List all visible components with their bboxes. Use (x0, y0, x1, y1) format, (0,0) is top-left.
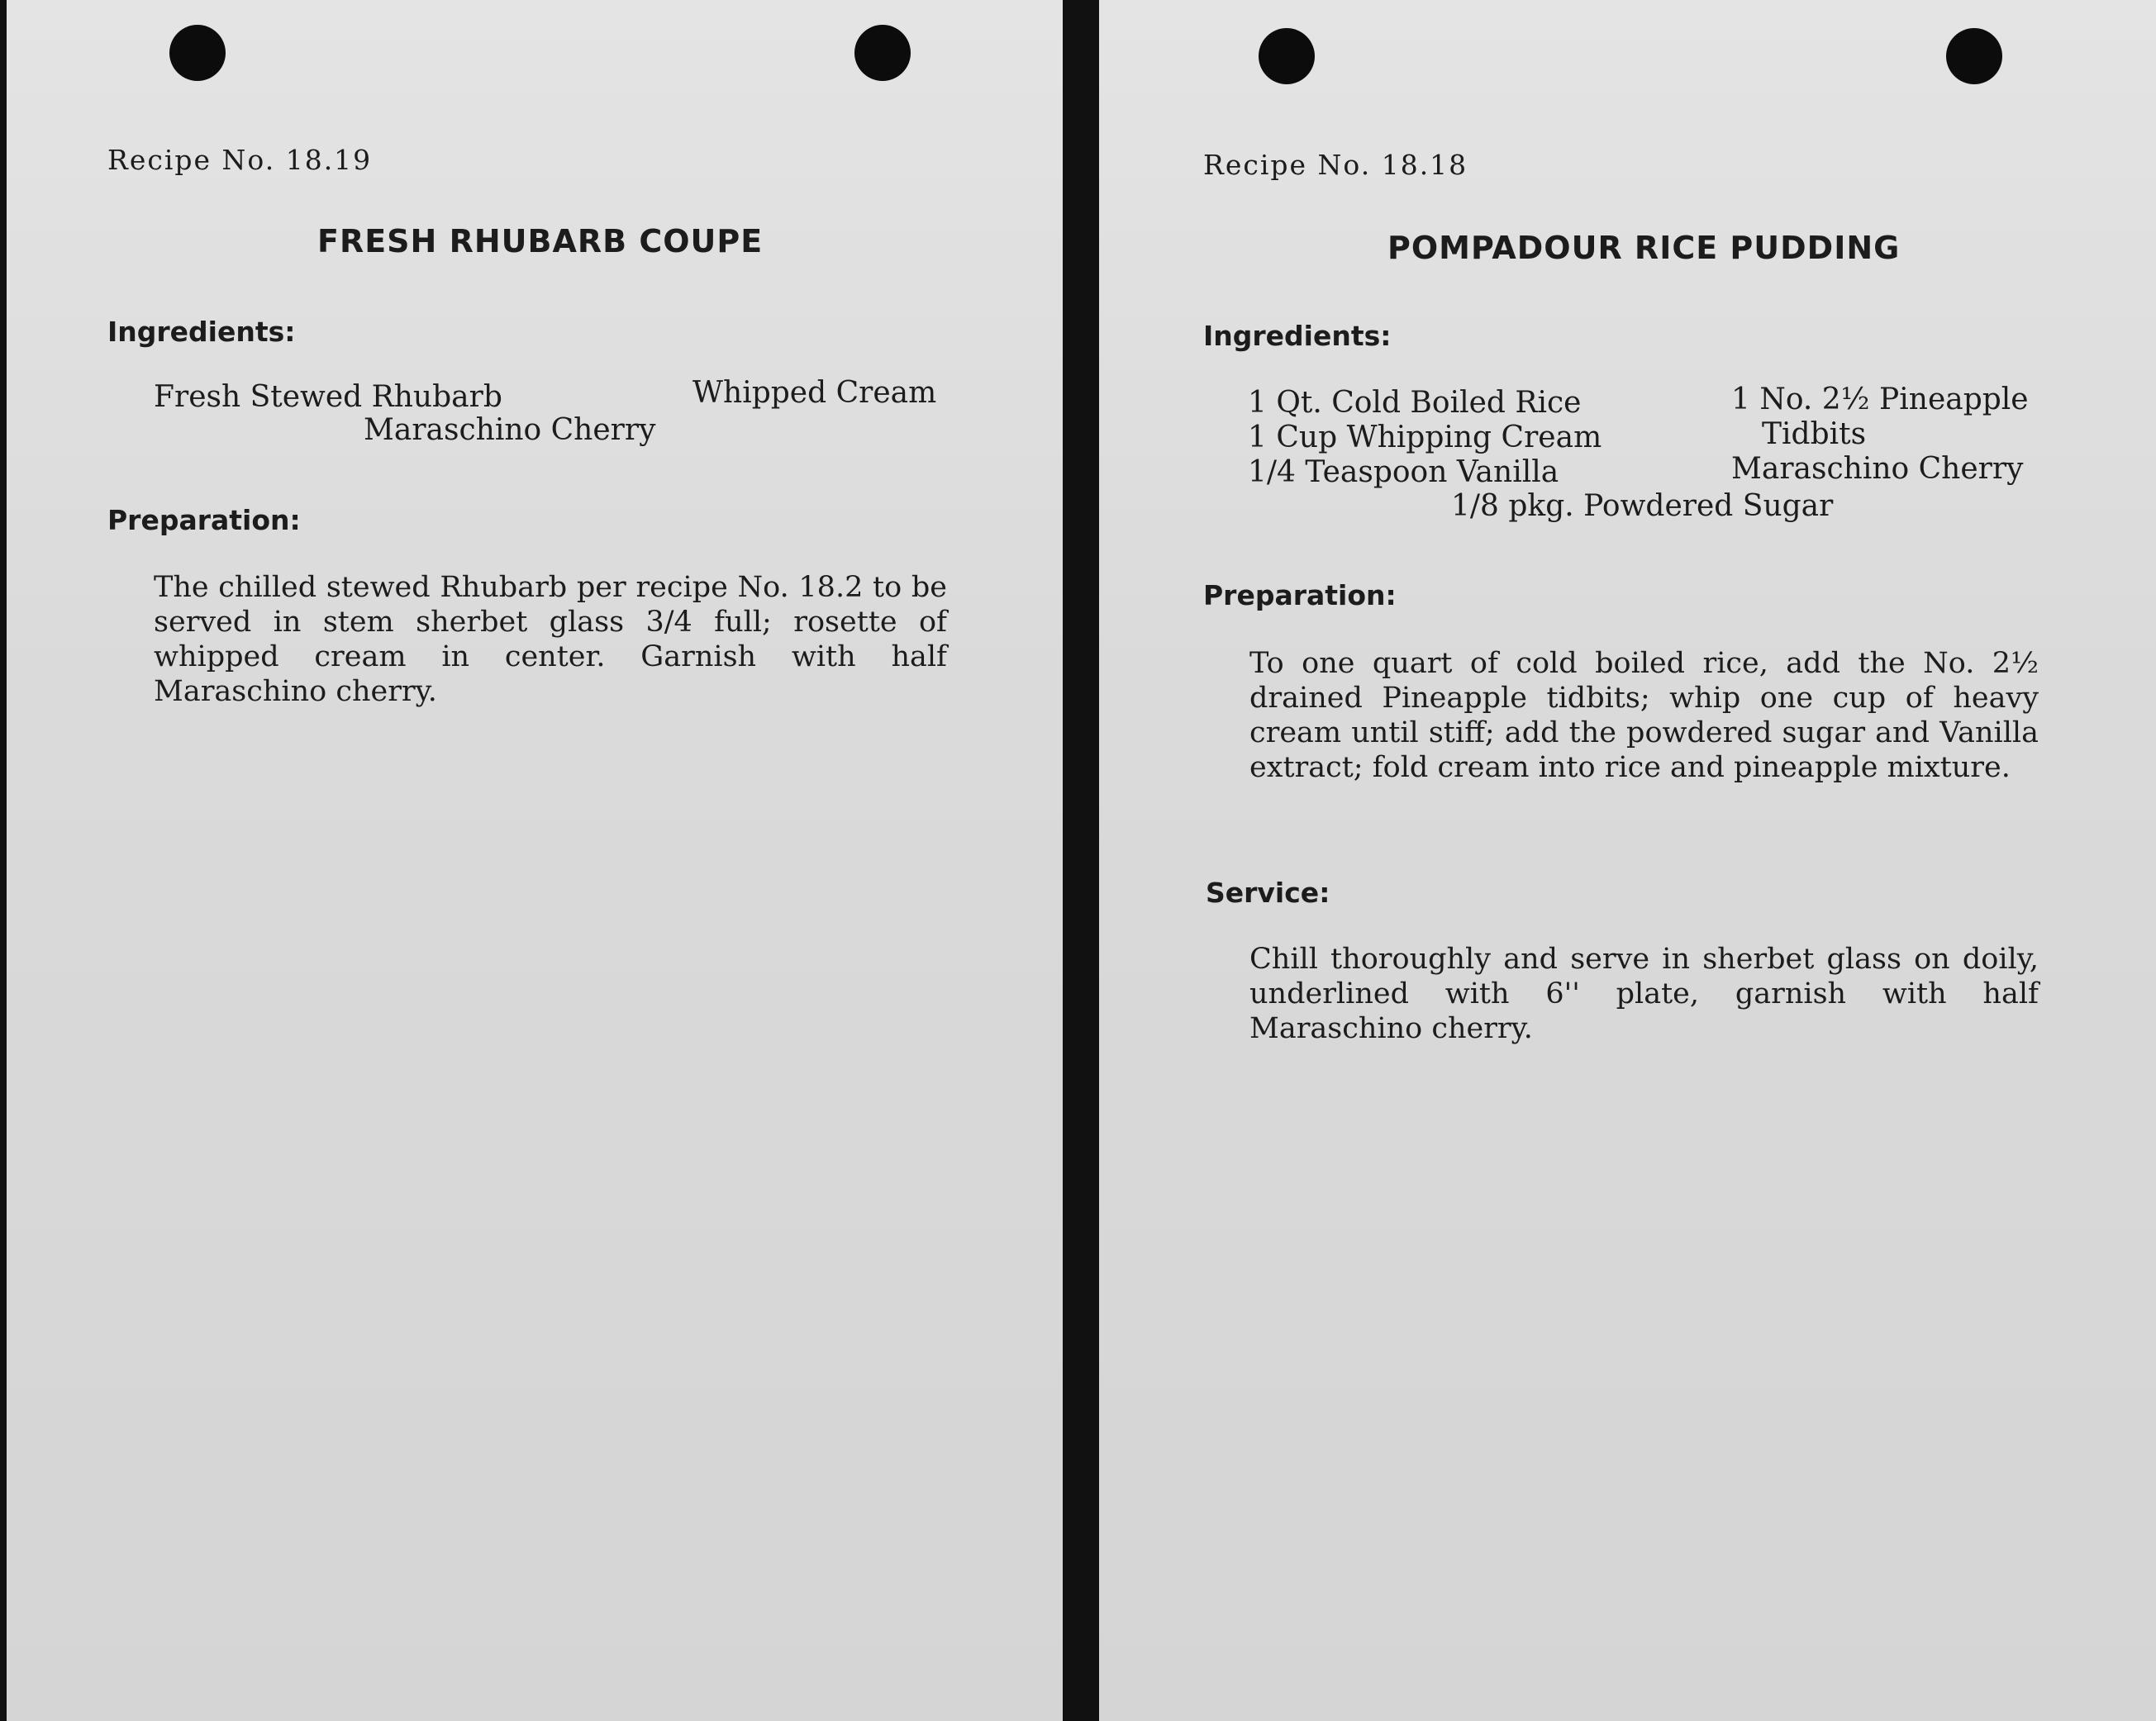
ingredients-heading: Ingredients: (1203, 320, 1392, 352)
preparation-text: To one quart of cold boiled rice, add the No. 2½ drained Pineapple tidbits; whip one cup of heavy cream until stiff; add the powdered sugar and Vanilla extract; fold cream into rice and pineapple mixture. (1249, 647, 2039, 784)
punch-hole (1946, 28, 2002, 84)
preparation-text: The chilled stewed Rhubarb per recipe No. 18.2 to be served in stem sherbet glass 3/4 full; rosette of whipped cream in center. Garnish with half Maraschino cherry. (154, 571, 947, 708)
ingredient-item: Tidbits (1762, 417, 1867, 451)
ingredient-item: 1/4 Teaspoon Vanilla (1248, 455, 1559, 489)
ingredient-item: 1 No. 2½ Pineapple (1731, 383, 2029, 416)
recipe-number: Recipe No. 18.18 (1203, 149, 1468, 181)
ingredient-item: 1 Qt. Cold Boiled Rice (1248, 386, 1582, 420)
preparation-heading: Preparation: (1203, 579, 1397, 611)
punch-hole (854, 25, 911, 81)
punch-hole (1259, 28, 1315, 84)
service-text: Chill thoroughly and serve in sherbet glass on doily, underlined with 6'' plate, garnish with half Maraschino cherry. (1249, 943, 2039, 1045)
recipe-card-left (7, 0, 1063, 1721)
ingredient-item: Fresh Stewed Rhubarb (154, 380, 502, 414)
recipe-card-right (1099, 0, 2156, 1721)
preparation-heading: Preparation: (107, 504, 301, 536)
ingredients-heading: Ingredients: (107, 316, 296, 348)
punch-hole (169, 25, 226, 81)
ingredient-item: Maraschino Cherry (364, 413, 656, 447)
ingredient-item: 1 Cup Whipping Cream (1248, 421, 1602, 454)
recipe-number: Recipe No. 18.19 (107, 144, 373, 176)
ingredient-item: Whipped Cream (692, 376, 937, 410)
ingredient-item: Maraschino Cherry (1731, 452, 2024, 486)
service-heading: Service: (1206, 877, 1330, 909)
ingredient-item: 1/8 pkg. Powdered Sugar (1451, 489, 1834, 523)
recipe-title: FRESH RHUBARB COUPE (317, 223, 764, 259)
recipe-title: POMPADOUR RICE PUDDING (1387, 230, 1901, 266)
